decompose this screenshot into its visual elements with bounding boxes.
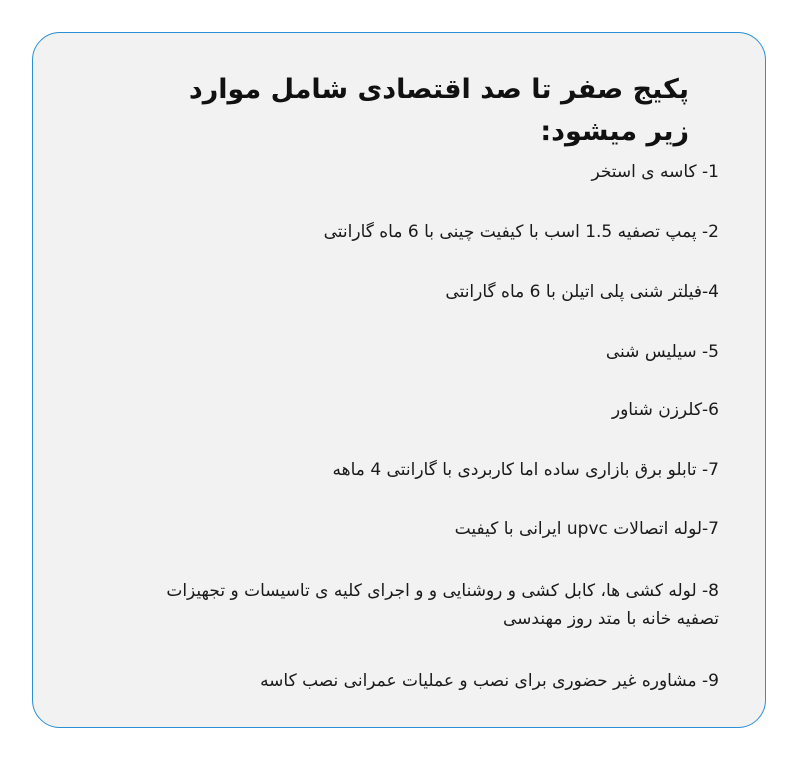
list-item: 6-کلرزن شناور — [611, 400, 719, 420]
list-item: 8- لوله کشی ها، کابل کشی و روشنایی و و اجرای کلیه ی تاسیسات و تجهیزات تصفیه خانه با متد روز مهندسی — [166, 581, 719, 629]
list-item: 4-فیلتر شنی پلی اتیلن با 6 ماه گارانتی — [445, 282, 719, 302]
package-title: پکیج صفر تا صد اقتصادی شامل موارد زیر میشود: — [188, 74, 689, 147]
list-item: 1- کاسه ی استخر — [591, 162, 719, 182]
list-item: 5- سیلیس شنی — [605, 342, 719, 362]
package-card — [32, 32, 766, 728]
list-item: 2- پمپ تصفیه 1.5 اسب با کیفیت چینی با 6 ماه گارانتی — [323, 222, 719, 242]
list-item: 7-لوله اتصالات upvc ایرانی با کیفیت — [454, 519, 719, 539]
list-item: 7- تابلو برق بازاری ساده اما کاربردی با گارانتی 4 ماهه — [332, 460, 719, 480]
list-item: 9- مشاوره غیر حضوری برای نصب و عملیات عمرانی نصب کاسه — [260, 671, 719, 691]
